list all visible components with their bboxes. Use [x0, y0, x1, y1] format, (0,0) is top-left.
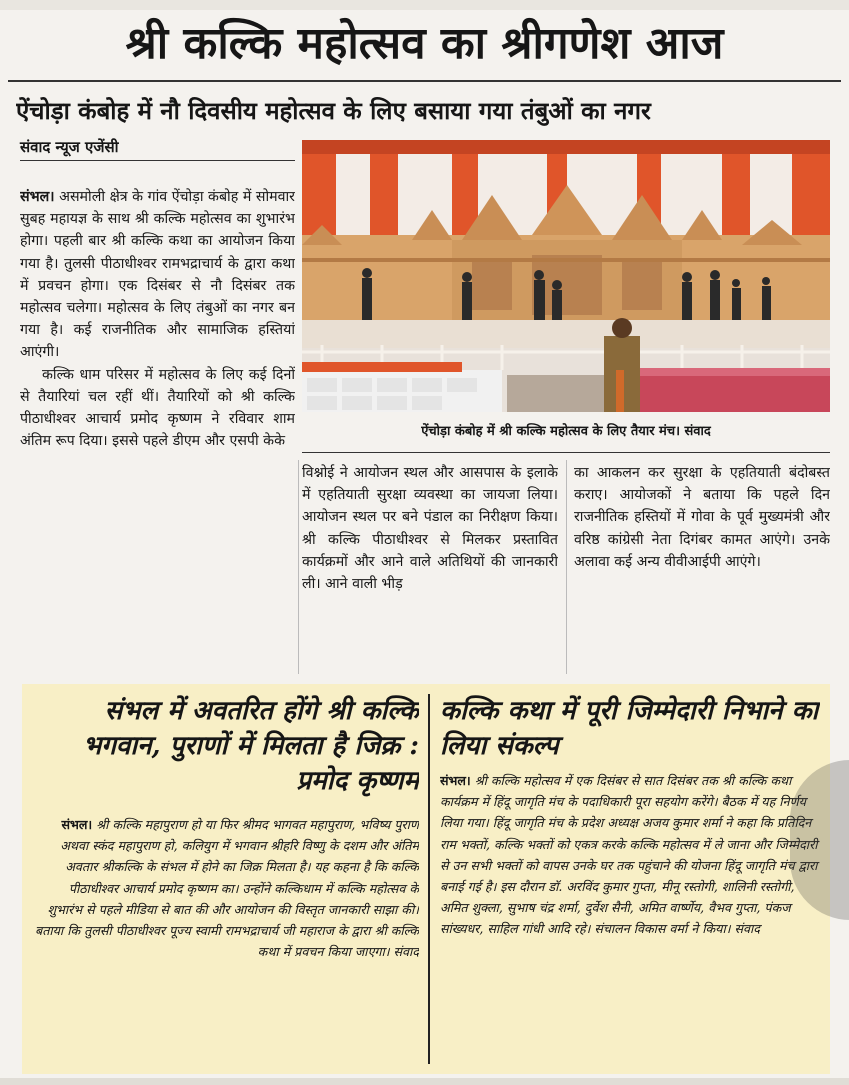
- story-paragraph-3: विश्नोई ने आयोजन स्थल और आसपास के इलाके में एहतियाती सुरक्षा व्यवस्था का जायजा लिया। आयोजन स्थल पर बने पंडाल का निरीक्षण किया। श्री कल्कि पीठाधीश्वर से मिलकर प्रस्तावित कार्यक्रमों और आने वाले अतिथियों की जानकारी ली। आने वाली भीड़: [302, 465, 558, 593]
- bottom-page-strip: [0, 1078, 849, 1085]
- story-paragraph-4: का आकलन कर सुरक्षा के एहतियाती बंदोबस्त कराए। आयोजकों ने बताया कि पहले दिन राजनीतिक हस्तियों में गोवा के पूर्व मुख्यमंत्री और वरिष्ठ कांग्रेसी नेता दिगंबर कामत आएंगे। उनके अलावा कई अन्य वीवीआईपी आएंगे।: [574, 465, 830, 570]
- sidebar-right-title: कल्कि कथा में पूरी जिम्मेदारी निभाने का लिया संकल्प: [440, 696, 819, 761]
- stage-floor: [302, 320, 830, 348]
- headline: श्री कल्कि महोत्सव का श्रीगणेश आज: [125, 18, 724, 69]
- stage-photo-illustration: [302, 140, 830, 412]
- story-column-2: [302, 462, 558, 674]
- column-divider-2: [566, 460, 567, 674]
- agency-credit: संवाद न्यूज एजेंसी: [20, 138, 119, 156]
- sidebar-right-body: [440, 770, 820, 1068]
- agency-rule: [20, 160, 295, 161]
- sidebar-left-body: [34, 814, 419, 1068]
- photo-caption: ऐंचोड़ा कंबोह में श्री कल्कि महोत्सव के लिए तैयार मंच। संवाद: [421, 424, 711, 439]
- subheadline: ऐंचोड़ा कंबोह में नौ दिवसीय महोत्सव के लिए बसाया गया तंबुओं का नगर: [16, 97, 651, 125]
- caption-rule: [302, 452, 830, 453]
- story-column-3: [574, 462, 830, 674]
- headline-rule: [8, 80, 841, 82]
- sidebar-left-dateline: संभल।: [61, 817, 93, 832]
- top-page-strip: [0, 0, 849, 10]
- event-stage-photo: [302, 140, 830, 412]
- story-column-1: [20, 186, 295, 674]
- column-divider-1: [298, 460, 299, 674]
- sidebar-left-title: संभल में अवतरित होंगे श्री कल्कि भगवान, पुराणों में मिलता है जिक्र : प्रमोद कृष्णम: [83, 696, 419, 796]
- sidebar-right-text: श्री कल्कि महोत्सव में एक दिसंबर से सात दिसंबर तक श्री कल्कि कथा कार्यक्रम में हिंदू जागृति मंच के पदाधिकारी पूरा सहयोग करेंगे। बैठक में यह निर्णय लिया गया। हिंदू जागृति मंच के प्रदेश अध्यक्ष अजय कुमार शर्मा ने कहा कि प्रतिदिन राम भक्तों, कल्कि भक्तों को एकत्र करके कल्कि महोत्सव में ले जाना और जिम्मेदारी से उन सभी भक्तों को वापस उनके घर तक पहुंचाने की योजना हिंदू जागृति मंच द्वारा बनाई गई है। इस दौरान डॉ. अरविंद कुमार गुप्ता, मीनू रस्तोगी, शालिनी रस्तोगी, अमित शुक्ला, सुभाष चंद्र शर्मा, दुर्वेश सैनी, अमित वार्ष्णेय, वैभव गुप्ता, पंकज सांख्यधर, साहिल गांधी आदि रहे। संचालन विकास वर्मा ने किया। संवाद: [440, 773, 818, 937]
- story-paragraph-2: कल्कि धाम परिसर में महोत्सव के लिए कई दिनों से तैयारियां चल रहीं थीं। तैयारियों को श्री कल्कि पीठाधीश्वर आचार्य प्रमोद कृष्णम ने रविवार शाम अंतिम रूप दिया। इससे पहले डीएम और एसपी केके: [20, 366, 295, 450]
- sidebar-divider: [428, 694, 430, 1064]
- story-dateline: संभल।: [20, 189, 55, 205]
- story-paragraph-1: असमोली क्षेत्र के गांव ऐंचोड़ा कंबोह में सोमवार सुबह महायज्ञ के साथ श्री कल्कि महोत्सव का शुभारंभ होगा। पहली बार श्री कल्कि कथा का आयोजन किया गया है। तुलसी पीठाधीश्वर रामभद्राचार्य के द्वारा कथा में प्रवचन होगा। एक दिसंबर से नौ दिसंबर तक महोत्सव चलेगा। महोत्सव के लिए तंबुओं का नगर बन गया है। कई राजनीतिक और सामाजिक हस्तियां आएंगी।: [20, 189, 295, 361]
- sidebar-right-dateline: संभल।: [440, 773, 471, 788]
- sidebar-left-text: श्री कल्कि महापुराण हो या फिर श्रीमद भागवत महापुराण, भविष्य पुराण अथवा स्कंद महापुराण हो, कलियुग में भगवान श्रीहरि विष्णु के दशम और अंतिम अवतार श्रीकल्कि के संभल में होने का जिक्र मिलता है। यह कहना है कि कल्कि पीठाधीश्वर आचार्य प्रमोद कृष्णम का। उन्होंने कल्किधाम में कल्कि महोत्सव के शुभारंभ से पहले मीडिया से बात की और आयोजन की विस्तृत जानकारी साझा की। बताया कि तुलसी पीठाधीश्वर पूज्य स्वामी रामभद्राचार्य जी महाराज के द्वारा श्री कल्कि कथा में प्रवचन किया जाएगा। संवाद: [35, 817, 419, 960]
